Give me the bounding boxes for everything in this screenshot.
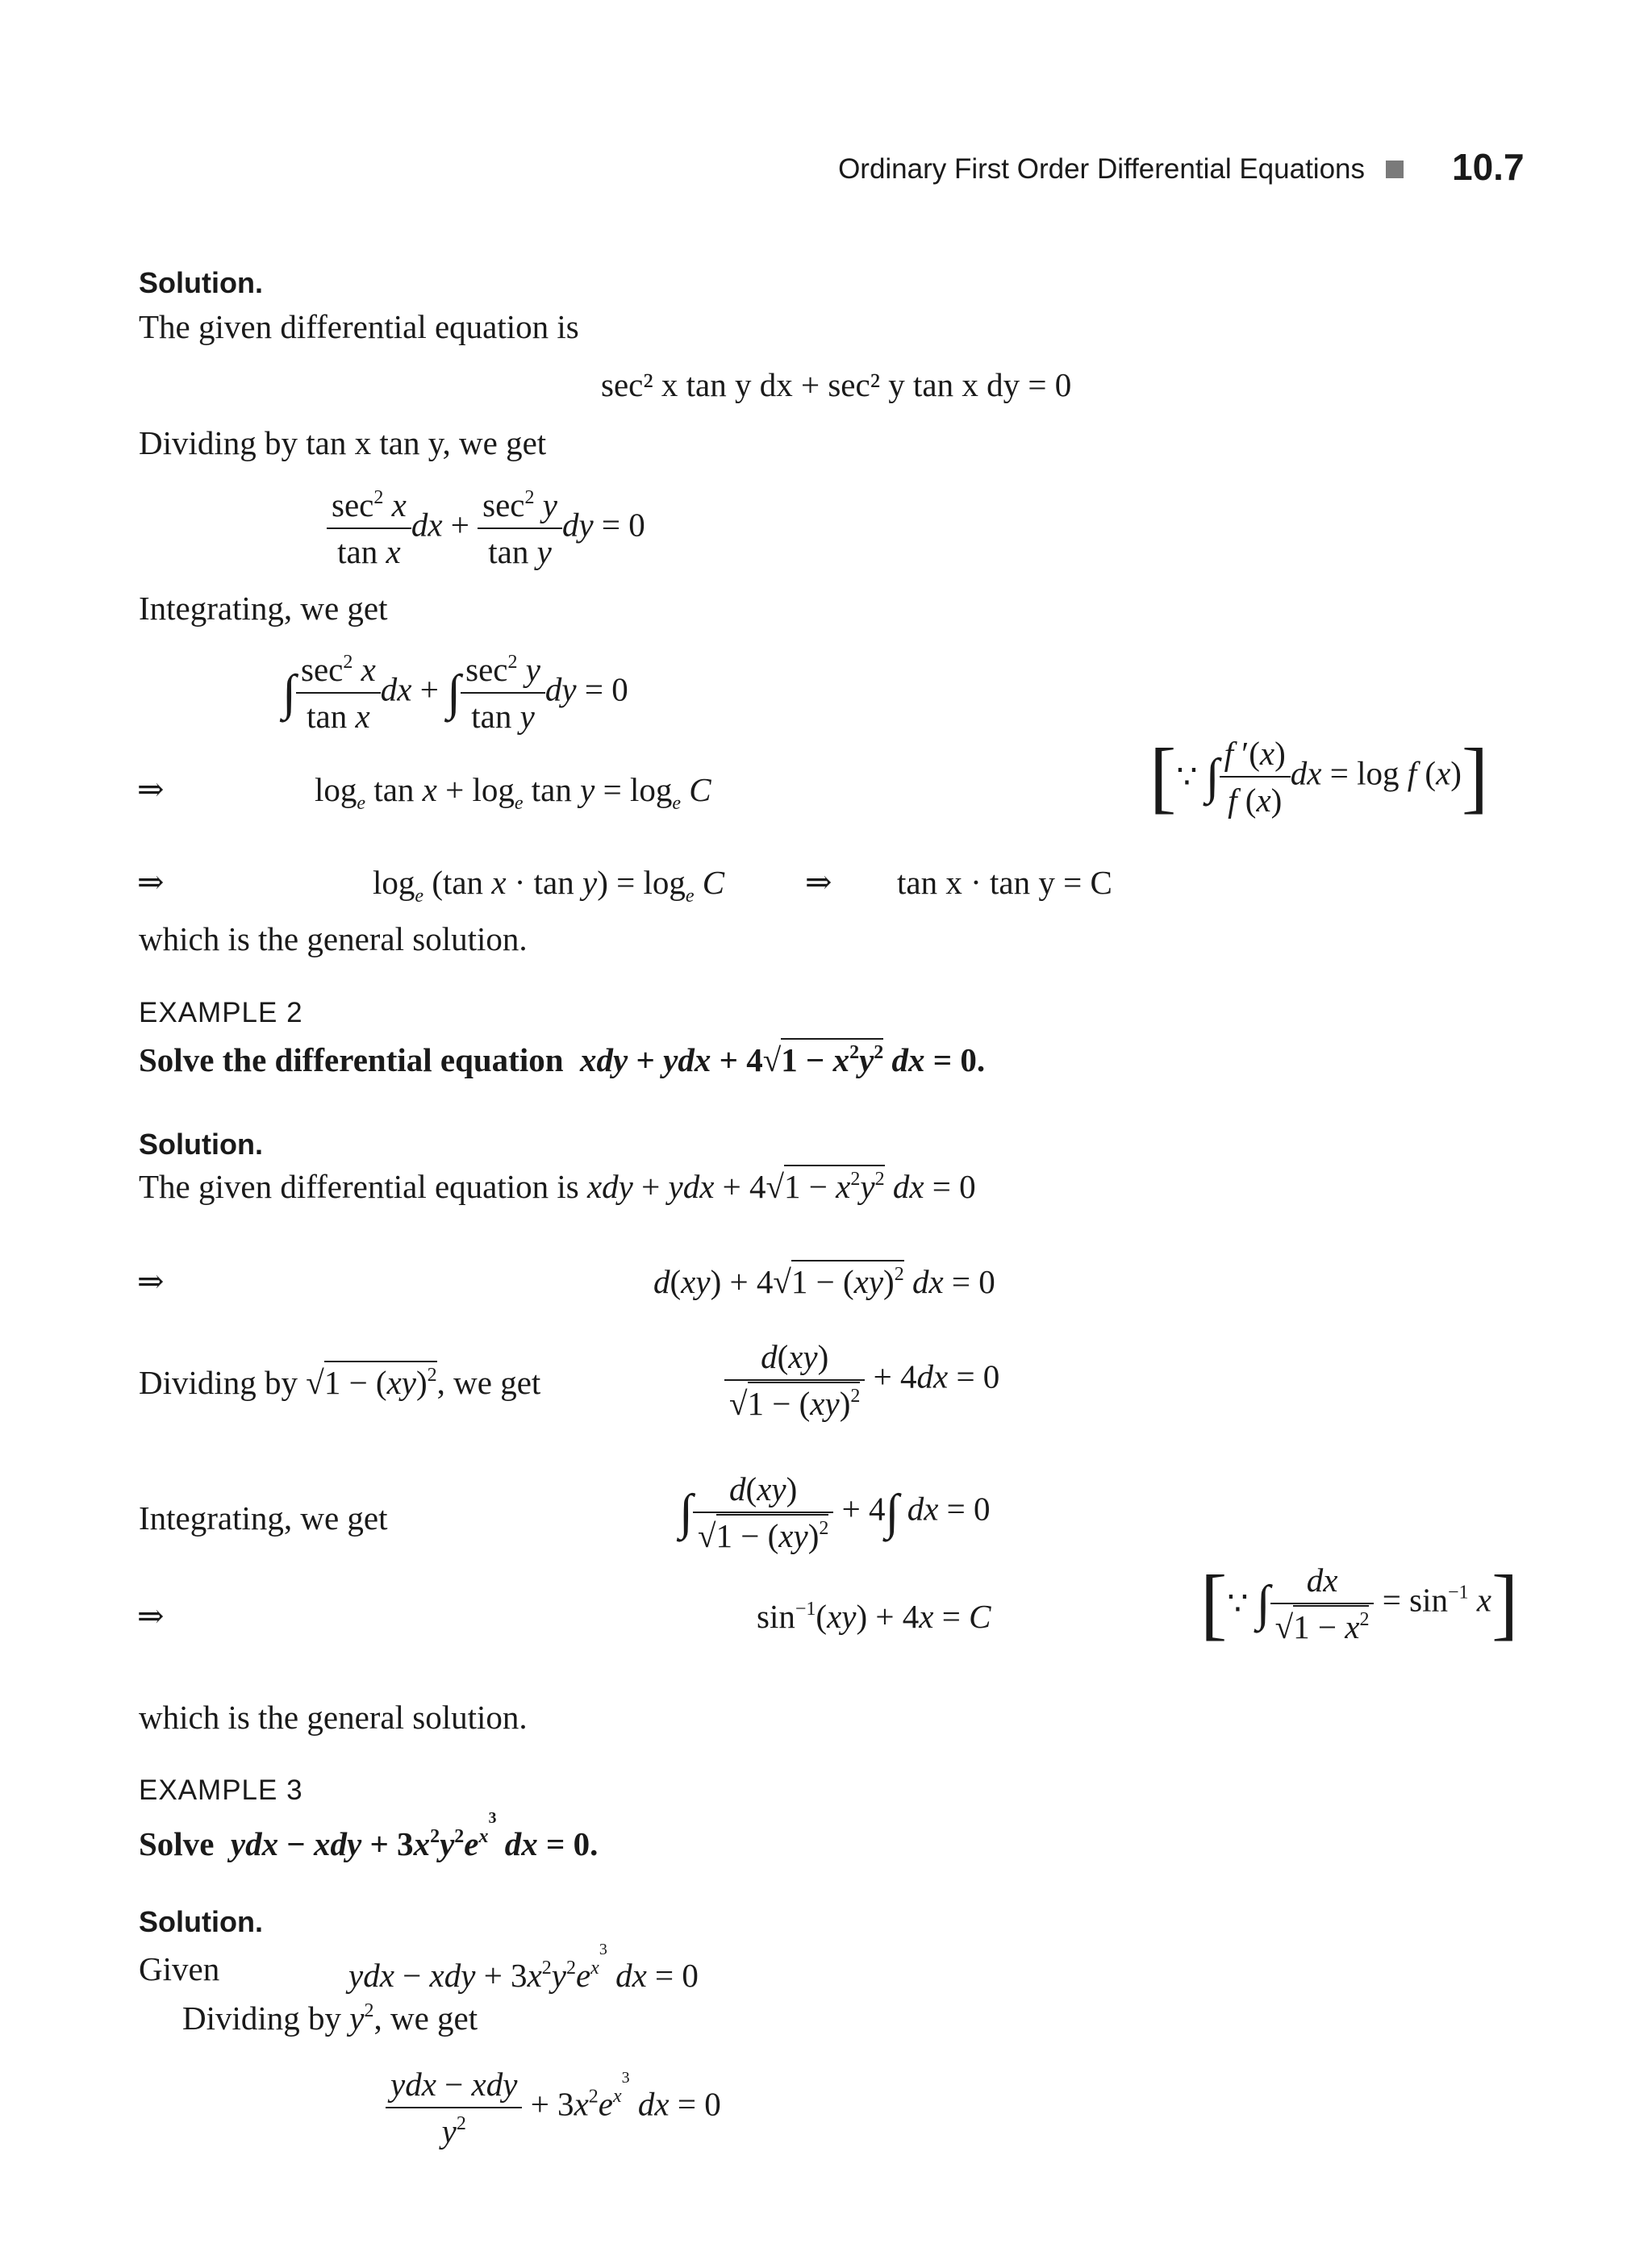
- solution-heading-3: Solution.: [139, 1905, 263, 1938]
- ex3-given: Given: [139, 1950, 220, 1987]
- ex2-divided-equation: $\frac{d(xy)}{√1 - (xy)^2}$ + 4dx = 0: [724, 1337, 999, 1423]
- running-header-title: Ordinary First Order Differential Equations: [838, 153, 1365, 185]
- ex1-intro: The given differential equation is: [139, 308, 579, 345]
- ex2-result: $\sin^{-1}(xy) + 4x = C$: [757, 1598, 991, 1635]
- example-3-problem: Solve ydx − xdy + $3x^2y^2e^{x^3}$ dx = 0.: [139, 1809, 599, 1862]
- ex2-integrating: Integrating, we get: [139, 1499, 388, 1537]
- implies-arrow: ⇒: [137, 864, 165, 900]
- ex1-log-hint: [∵ ∫ $\frac{f '(x)}{f (x)}$ dx = log f (x)]: [1149, 732, 1489, 821]
- ex1-given-equation: sec² x tan y dx + sec² y tan x dy = 0: [601, 366, 1072, 403]
- ex2-general-solution: which is the general solution.: [139, 1699, 528, 1736]
- ex1-integrating: Integrating, we get: [139, 590, 388, 627]
- implies-arrow: ⇒: [805, 864, 832, 900]
- ex3-divided-equation: $\frac{\text{ydx − xdy}}{y^2}$ + $3x^2e^{x^3}$ dx = 0: [386, 2065, 721, 2150]
- ex1-combined-log: $\log_e (\tan$ $x \cdot \tan y) = \log_e C$: [373, 864, 725, 907]
- ex1-log-line: $\log_e \tan x + \log_e \tan y = \log_e C$: [315, 771, 711, 814]
- ex1-divide-text: Dividing by tan x tan y, we get: [139, 424, 547, 461]
- ex2-intro: The given differential equation is xdy + ydx + $4√1 - x^2y^2$ dx = 0: [139, 1167, 976, 1206]
- implies-arrow: ⇒: [137, 1263, 165, 1299]
- solution-heading-1: Solution.: [139, 266, 263, 299]
- solution-heading-2: Solution.: [139, 1128, 263, 1161]
- ex3-given-equation: ydx − xdy + $3x^2y^2e^{x^3}$ dx = 0: [348, 1941, 699, 1994]
- ex2-hint: [∵ ∫ $\frac{dx}{√1 - x^2}$ = $\sin^{-1} x$]: [1200, 1558, 1519, 1648]
- ex2-dividing: Dividing by √1 − (xy)$^2$, we get: [139, 1363, 540, 1402]
- page-number: 10.7: [1452, 146, 1525, 188]
- ex3-dividing: Dividing by $y^2$, we get: [182, 2000, 478, 2037]
- ex2-integral-equation: ∫ $\frac{d(xy)}{√1 - (xy)^2}$ + 4∫ dx = 0: [679, 1470, 991, 1554]
- example-2-label: EXAMPLE 2: [139, 997, 303, 1028]
- example-2-problem: Solve the differential equation xdy + ydx + $4√1 - x^2y^2$ dx = 0.: [139, 1040, 985, 1079]
- example-3-label: EXAMPLE 3: [139, 1774, 303, 1806]
- implies-arrow: ⇒: [137, 1598, 165, 1634]
- ex1-integral-equation: ∫ $\frac{\sec^2 x}{\text{tan x}}$ dx + ∫ $\frac{\sec^2 y}{\text{tan y}}$ dy = 0: [282, 651, 628, 735]
- ex1-general-solution: which is the general solution.: [139, 920, 528, 957]
- ex2-dxy-equation: d(xy) + 4√1 − (xy)$^2$ dx = 0: [653, 1262, 995, 1301]
- header-square-icon: [1386, 161, 1404, 178]
- ex1-divided-equation: $\frac{\sec^2 x}{\text{tan x}}$ dx + $\frac{\sec^2 y}{\text{tan y}}$ dy = 0: [327, 486, 645, 571]
- implies-arrow: ⇒: [137, 771, 165, 807]
- ex1-result: tan x · tan y = C: [897, 864, 1112, 901]
